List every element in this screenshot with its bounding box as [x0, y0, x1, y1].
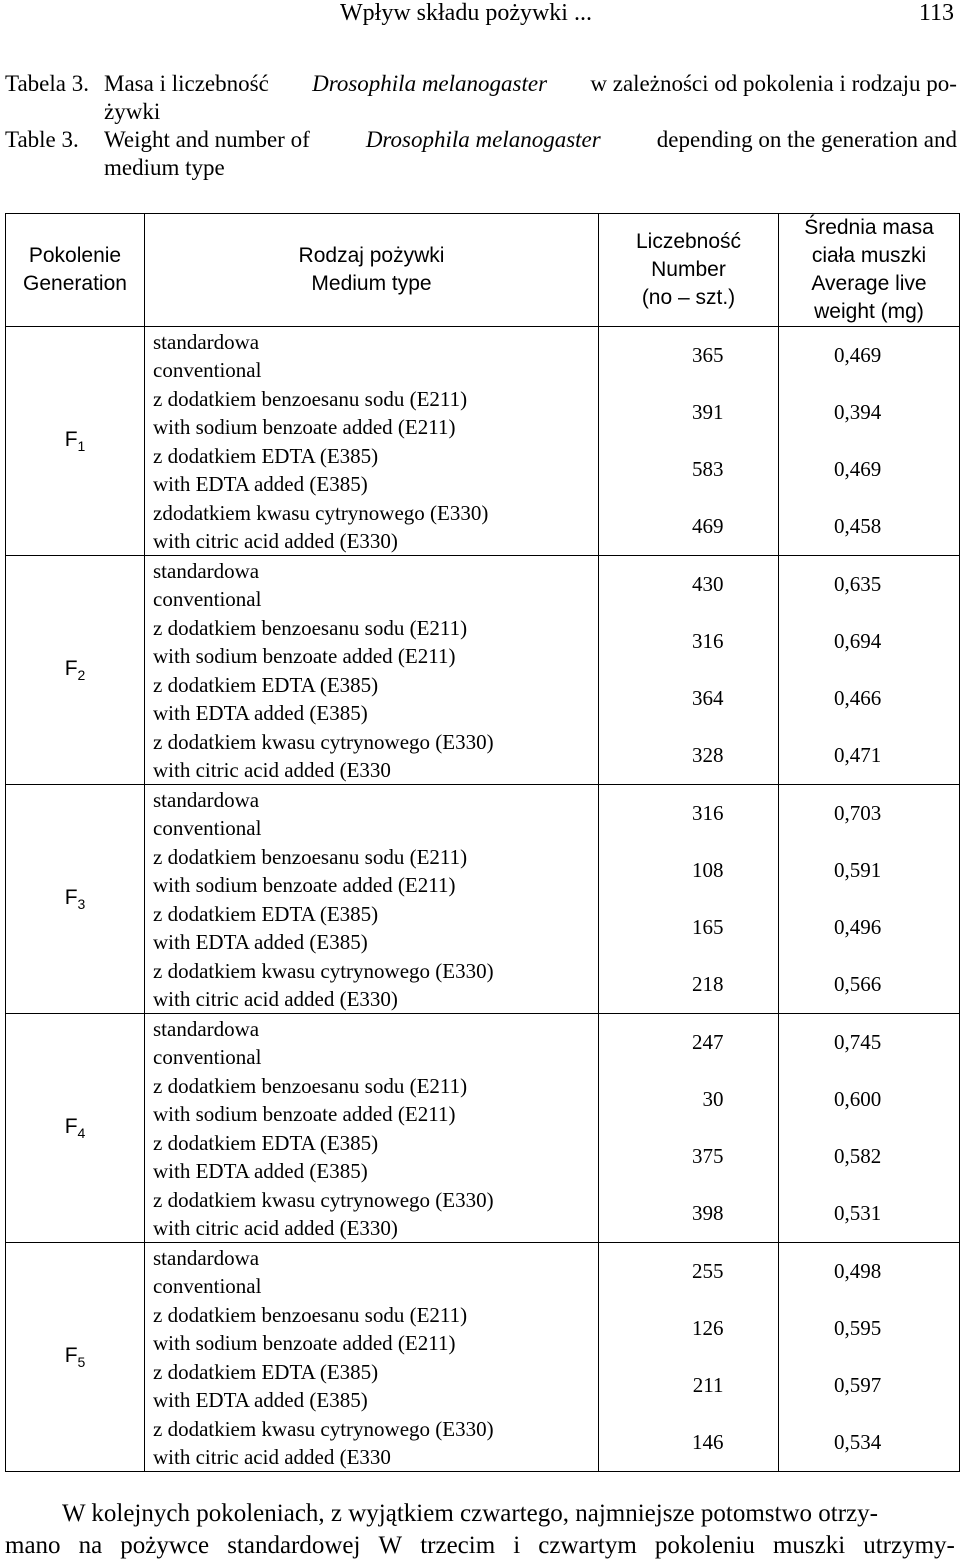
table-row — [6, 384, 960, 441]
number-value: 211 — [692, 1373, 724, 1397]
weight-cell — [779, 899, 960, 956]
weight-cell — [779, 785, 960, 843]
medium-name-en: conventional — [153, 357, 262, 382]
table-row — [6, 1128, 960, 1185]
medium-name-pl: z dodatkiem benzoesanu sodu (E211) — [153, 615, 468, 640]
number-value: 364 — [692, 686, 724, 710]
caption-en-part2: depending on the generation and — [656, 127, 957, 152]
number-cell — [599, 1185, 779, 1243]
medium-name-en: with EDTA added (E385) — [153, 471, 368, 496]
generation-label: F — [64, 1114, 78, 1138]
number-cell — [599, 785, 779, 843]
running-header — [0, 0, 960, 30]
number-cell — [599, 1014, 779, 1072]
weight-cell — [779, 842, 960, 899]
medium-cell — [145, 1185, 599, 1243]
table-caption-en — [5, 126, 957, 182]
weight-value: 0,591 — [834, 858, 882, 882]
header-number-pl: Liczebność — [635, 230, 742, 253]
table-row — [6, 1243, 960, 1301]
table-body — [6, 327, 960, 1472]
weight-cell — [779, 498, 960, 556]
weight-value: 0,635 — [834, 572, 882, 596]
medium-cell — [145, 613, 599, 670]
number-value: 316 — [692, 801, 724, 825]
generation-subscript: 3 — [77, 896, 86, 913]
paragraph-line-2 — [5, 1530, 955, 1562]
weight-cell — [779, 1185, 960, 1243]
weight-cell — [779, 1071, 960, 1128]
weight-value: 0,694 — [834, 629, 882, 653]
weight-cell — [779, 1414, 960, 1472]
data-table — [5, 213, 960, 1472]
medium-name-pl: z dodatkiem kwasu cytrynowego (E330) — [153, 958, 494, 983]
weight-value: 0,498 — [834, 1259, 882, 1283]
generation-subscript: 2 — [77, 667, 86, 684]
weight-value: 0,534 — [834, 1430, 882, 1454]
medium-name-en: conventional — [153, 1044, 262, 1069]
medium-cell — [145, 1128, 599, 1185]
table-row — [6, 441, 960, 498]
medium-cell — [145, 1300, 599, 1357]
table-row — [6, 899, 960, 956]
header-medium — [145, 214, 599, 327]
medium-cell — [145, 1414, 599, 1472]
weight-value: 0,458 — [834, 514, 882, 538]
paragraph-word: standardowej — [227, 1532, 361, 1559]
weight-value: 0,466 — [834, 686, 882, 710]
header-weight — [779, 214, 960, 327]
weight-value: 0,394 — [834, 400, 882, 424]
medium-name-en: with citric acid added (E330) — [153, 528, 398, 553]
table-row — [6, 670, 960, 727]
number-cell — [599, 956, 779, 1014]
number-value: 126 — [692, 1316, 724, 1340]
medium-name-en: conventional — [153, 815, 262, 840]
medium-cell — [145, 384, 599, 441]
medium-cell — [145, 1357, 599, 1414]
number-value: 255 — [692, 1259, 724, 1283]
caption-pl-part1: Masa i liczebność — [104, 71, 269, 96]
medium-name-en: with EDTA added (E385) — [153, 1158, 368, 1183]
medium-name-pl: standardowa — [153, 329, 260, 354]
generation-subscript: 1 — [77, 438, 86, 455]
caption-label-pl: Tabela 3. — [5, 71, 89, 96]
header-medium-en: Medium type — [311, 272, 432, 295]
number-cell — [599, 327, 779, 385]
paragraph-word: pokoleniu — [654, 1532, 755, 1559]
caption-en-part3: medium type — [104, 155, 225, 180]
paragraph-line-1: W kolejnych pokoleniach, z wyjątkiem czwartego, najmniejsze potomstwo otrzy- — [62, 1500, 878, 1527]
header-number-unit: (no – szt.) — [641, 286, 736, 309]
paragraph-word: na — [78, 1532, 103, 1559]
caption-pl-species: Drosophila melanogaster — [312, 71, 548, 96]
medium-cell — [145, 956, 599, 1014]
number-cell — [599, 1300, 779, 1357]
number-cell — [599, 1243, 779, 1301]
medium-cell — [145, 899, 599, 956]
number-value: 398 — [692, 1201, 724, 1225]
header-medium-pl: Rodzaj pożywki — [298, 244, 445, 267]
table-row — [6, 956, 960, 1014]
weight-cell — [779, 1243, 960, 1301]
number-cell — [599, 1128, 779, 1185]
medium-name-pl: z dodatkiem benzoesanu sodu (E211) — [153, 1302, 468, 1327]
generation-label: F — [64, 1343, 78, 1367]
medium-name-en: with sodium benzoate added (E211) — [153, 872, 456, 897]
number-cell — [599, 384, 779, 441]
medium-cell — [145, 727, 599, 785]
weight-cell — [779, 1357, 960, 1414]
medium-name-en: conventional — [153, 586, 262, 611]
number-cell — [599, 556, 779, 614]
medium-name-en: with EDTA added (E385) — [153, 700, 368, 725]
generation-cell — [6, 556, 145, 785]
weight-value: 0,600 — [834, 1087, 882, 1111]
header-number-en: Number — [651, 258, 726, 281]
medium-name-pl: z dodatkiem EDTA (E385) — [153, 1359, 379, 1384]
weight-cell — [779, 727, 960, 785]
medium-cell — [145, 842, 599, 899]
weight-value: 0,566 — [834, 972, 882, 996]
number-value: 146 — [692, 1430, 724, 1454]
weight-value: 0,582 — [834, 1144, 882, 1168]
medium-name-pl: zdodatkiem kwasu cytrynowego (E330) — [153, 500, 489, 525]
weight-value: 0,597 — [834, 1373, 882, 1397]
header-generation-en: Generation — [23, 272, 127, 295]
caption-pl-part2: w zależności od pokolenia i rodzaju po- — [590, 71, 957, 96]
generation-cell — [6, 785, 145, 1014]
weight-value: 0,745 — [834, 1030, 882, 1054]
medium-cell — [145, 1014, 599, 1072]
weight-cell — [779, 613, 960, 670]
number-cell — [599, 670, 779, 727]
generation-label: F — [64, 427, 78, 451]
medium-cell — [145, 1243, 599, 1301]
weight-cell — [779, 1014, 960, 1072]
header-number — [599, 214, 779, 327]
caption-en-species: Drosophila melanogaster — [365, 127, 601, 152]
medium-cell — [145, 498, 599, 556]
medium-name-en: with EDTA added (E385) — [153, 929, 368, 954]
generation-cell — [6, 1014, 145, 1243]
table-row — [6, 1071, 960, 1128]
medium-name-en: with sodium benzoate added (E211) — [153, 643, 456, 668]
number-value: 391 — [692, 400, 724, 424]
table-row — [6, 1300, 960, 1357]
caption-en-part1: Weight and number of — [104, 127, 310, 152]
medium-name-en: with citric acid added (E330) — [153, 1215, 398, 1240]
medium-name-pl: z dodatkiem kwasu cytrynowego (E330) — [153, 1187, 494, 1212]
weight-cell — [779, 1128, 960, 1185]
number-cell — [599, 899, 779, 956]
header-weight-en-1: Average live — [811, 272, 927, 295]
medium-name-en: with EDTA added (E385) — [153, 1387, 368, 1412]
number-value: 165 — [692, 915, 724, 939]
medium-name-en: with citric acid added (E330) — [153, 986, 398, 1011]
weight-cell — [779, 384, 960, 441]
weight-cell — [779, 1300, 960, 1357]
number-cell — [599, 441, 779, 498]
medium-name-pl: standardowa — [153, 1016, 260, 1041]
number-value: 430 — [692, 572, 724, 596]
number-value: 365 — [692, 343, 724, 367]
generation-cell — [6, 327, 145, 556]
paragraph-word: trzecim — [420, 1532, 496, 1559]
medium-name-pl: z dodatkiem benzoesanu sodu (E211) — [153, 844, 468, 869]
header-weight-pl-2: ciała muszki — [811, 244, 927, 267]
medium-cell — [145, 556, 599, 614]
paragraph-word: i — [513, 1532, 521, 1559]
table-row — [6, 727, 960, 785]
table-row — [6, 1414, 960, 1472]
caption-text-en — [104, 126, 957, 154]
medium-name-pl: standardowa — [153, 1245, 260, 1270]
weight-value: 0,595 — [834, 1316, 882, 1340]
paragraph-word: mano — [5, 1532, 61, 1559]
weight-cell — [779, 441, 960, 498]
paragraph-word: W — [378, 1532, 403, 1559]
table-row — [6, 1357, 960, 1414]
header-weight-pl-1: Średnia masa — [804, 216, 934, 239]
body-paragraph — [5, 1498, 955, 1562]
weight-value: 0,471 — [834, 743, 882, 767]
medium-name-pl: z dodatkiem EDTA (E385) — [153, 443, 379, 468]
page-number: 113 — [918, 0, 954, 26]
weight-value: 0,469 — [834, 457, 882, 481]
medium-cell — [145, 327, 599, 385]
medium-name-en: with sodium benzoate added (E211) — [153, 1330, 456, 1355]
medium-cell — [145, 785, 599, 843]
medium-name-pl: z dodatkiem kwasu cytrynowego (E330) — [153, 729, 494, 754]
medium-name-pl: z dodatkiem EDTA (E385) — [153, 1130, 379, 1155]
medium-name-pl: z dodatkiem EDTA (E385) — [153, 901, 379, 926]
medium-name-pl: z dodatkiem kwasu cytrynowego (E330) — [153, 1416, 494, 1441]
table-row — [6, 613, 960, 670]
medium-cell — [145, 1071, 599, 1128]
generation-subscript: 4 — [77, 1125, 86, 1142]
medium-name-en: with sodium benzoate added (E211) — [153, 414, 456, 439]
table-row — [6, 1185, 960, 1243]
weight-value: 0,531 — [834, 1201, 882, 1225]
medium-name-en: conventional — [153, 1273, 262, 1298]
number-cell — [599, 498, 779, 556]
number-value: 375 — [692, 1144, 724, 1168]
table-row — [6, 1014, 960, 1072]
medium-name-en: with citric acid added (E330 — [153, 1444, 391, 1469]
number-value: 218 — [692, 972, 724, 996]
medium-name-pl: z dodatkiem benzoesanu sodu (E211) — [153, 386, 468, 411]
table-row — [6, 556, 960, 614]
table-row — [6, 785, 960, 843]
paragraph-word: czwartym — [538, 1532, 637, 1559]
header-generation-pl: Pokolenie — [28, 244, 122, 267]
number-cell — [599, 613, 779, 670]
number-value: 30 — [702, 1087, 724, 1111]
number-cell — [599, 1071, 779, 1128]
number-cell — [599, 1414, 779, 1472]
medium-cell — [145, 441, 599, 498]
weight-cell — [779, 956, 960, 1014]
medium-name-pl: z dodatkiem EDTA (E385) — [153, 672, 379, 697]
paragraph-word: pożywce — [120, 1532, 210, 1559]
weight-value: 0,703 — [834, 801, 882, 825]
caption-text-pl — [104, 70, 957, 98]
table-caption-pl — [5, 70, 957, 126]
weight-cell — [779, 327, 960, 385]
header-weight-en-2: weight (mg) — [814, 300, 924, 323]
paragraph-word: muszki — [772, 1532, 846, 1559]
generation-label: F — [64, 656, 78, 680]
medium-name-en: with sodium benzoate added (E211) — [153, 1101, 456, 1126]
number-value: 247 — [692, 1030, 724, 1054]
header-generation — [6, 214, 145, 327]
running-title: Wpływ składu pożywki ... — [340, 0, 592, 26]
number-value: 583 — [692, 457, 724, 481]
number-value: 108 — [692, 858, 724, 882]
weight-cell — [779, 556, 960, 614]
weight-cell — [779, 670, 960, 727]
number-value: 316 — [692, 629, 724, 653]
number-value: 469 — [692, 514, 724, 538]
table-row — [6, 842, 960, 899]
number-cell — [599, 842, 779, 899]
weight-value: 0,469 — [834, 343, 882, 367]
number-cell — [599, 1357, 779, 1414]
table-row — [6, 327, 960, 385]
medium-name-pl: standardowa — [153, 558, 260, 583]
medium-cell — [145, 670, 599, 727]
table-row — [6, 498, 960, 556]
medium-name-en: with citric acid added (E330 — [153, 757, 391, 782]
caption-pl-part3: żywki — [104, 99, 161, 124]
generation-subscript: 5 — [77, 1354, 86, 1371]
number-cell — [599, 727, 779, 785]
generation-label: F — [64, 885, 78, 909]
weight-value: 0,496 — [834, 915, 882, 939]
medium-name-pl: standardowa — [153, 787, 260, 812]
header-row — [6, 214, 960, 327]
paragraph-word: utrzymy- — [863, 1532, 955, 1559]
number-value: 328 — [692, 743, 724, 767]
generation-cell — [6, 1243, 145, 1472]
caption-label-en: Table 3. — [5, 127, 79, 152]
medium-name-pl: z dodatkiem benzoesanu sodu (E211) — [153, 1073, 468, 1098]
